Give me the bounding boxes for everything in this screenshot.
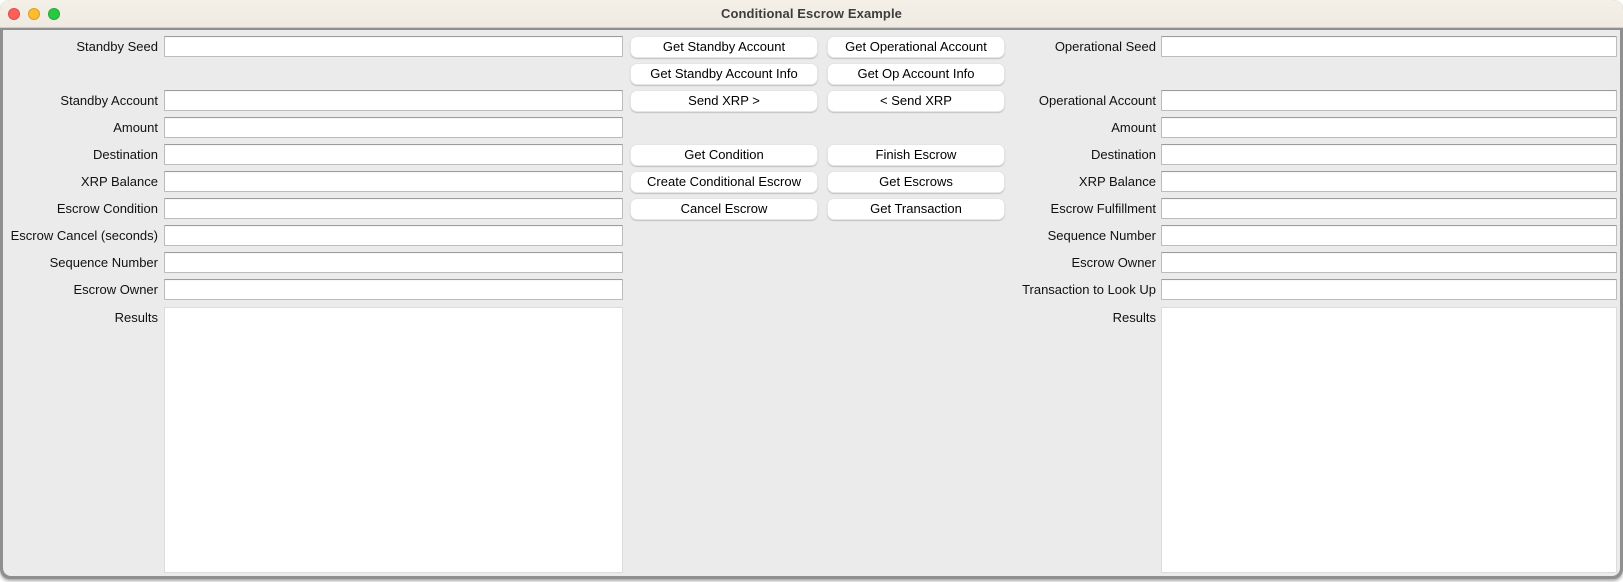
- standby-amount-input[interactable]: [164, 117, 623, 138]
- operational-escrow-owner-label: Escrow Owner: [1071, 255, 1156, 270]
- escrow-condition-input[interactable]: [164, 198, 623, 219]
- close-button[interactable]: [8, 8, 20, 20]
- standby-destination-label: Destination: [92, 147, 158, 162]
- standby-results-label: Results: [114, 310, 158, 325]
- operational-escrow-owner-input[interactable]: [1161, 252, 1617, 273]
- operational-destination-input[interactable]: [1161, 144, 1617, 165]
- form-area: [3, 30, 1620, 576]
- standby-xrp-balance-input[interactable]: [164, 171, 623, 192]
- standby-account-label: Standby Account: [60, 93, 158, 108]
- standby-sequence-number-label: Sequence Number: [49, 255, 158, 270]
- finish-escrow-button[interactable]: Finish Escrow: [827, 144, 1005, 166]
- minimize-button[interactable]: [28, 8, 40, 20]
- escrow-condition-label: Escrow Condition: [56, 201, 158, 216]
- operational-sequence-number-label: Sequence Number: [1047, 228, 1156, 243]
- title-bar[interactable]: [0, 0, 1623, 28]
- operational-seed-input[interactable]: [1161, 36, 1617, 57]
- cancel-escrow-button[interactable]: Cancel Escrow: [630, 198, 818, 220]
- window-title: Conditional Escrow Example: [720, 6, 903, 21]
- operational-results-label: Results: [1112, 310, 1156, 325]
- standby-results-textarea[interactable]: [164, 307, 623, 573]
- get-condition-button[interactable]: Get Condition: [630, 144, 818, 166]
- standby-escrow-owner-input[interactable]: [164, 279, 623, 300]
- operational-results-textarea[interactable]: [1161, 307, 1617, 573]
- get-op-account-info-button[interactable]: Get Op Account Info: [827, 63, 1005, 85]
- standby-seed-input[interactable]: [164, 36, 623, 57]
- operational-account-label: Operational Account: [1038, 93, 1156, 108]
- escrow-cancel-seconds-label: Escrow Cancel (seconds): [10, 228, 158, 243]
- get-escrows-button[interactable]: Get Escrows: [827, 171, 1005, 193]
- send-xrp-left-button[interactable]: < Send XRP: [827, 90, 1005, 112]
- transaction-to-look-up-input[interactable]: [1161, 279, 1617, 300]
- operational-destination-label: Destination: [1090, 147, 1156, 162]
- escrow-fulfillment-input[interactable]: [1161, 198, 1617, 219]
- standby-account-input[interactable]: [164, 90, 623, 111]
- standby-amount-label: Amount: [113, 120, 158, 135]
- standby-xrp-balance-label: XRP Balance: [80, 174, 158, 189]
- operational-account-input[interactable]: [1161, 90, 1617, 111]
- send-xrp-right-button[interactable]: Send XRP >: [630, 90, 818, 112]
- get-transaction-button[interactable]: Get Transaction: [827, 198, 1005, 220]
- standby-sequence-number-input[interactable]: [164, 252, 623, 273]
- operational-seed-label: Operational Seed: [1054, 39, 1156, 54]
- standby-escrow-owner-label: Escrow Owner: [73, 282, 158, 297]
- operational-amount-input[interactable]: [1161, 117, 1617, 138]
- standby-destination-input[interactable]: [164, 144, 623, 165]
- create-conditional-escrow-button[interactable]: Create Conditional Escrow: [630, 171, 818, 193]
- standby-seed-label: Standby Seed: [76, 39, 158, 54]
- operational-sequence-number-input[interactable]: [1161, 225, 1617, 246]
- traffic-lights: [8, 8, 60, 20]
- transaction-to-look-up-label: Transaction to Look Up: [1022, 282, 1156, 297]
- get-standby-account-info-button[interactable]: Get Standby Account Info: [630, 63, 818, 85]
- get-standby-account-button[interactable]: Get Standby Account: [630, 36, 818, 58]
- operational-amount-label: Amount: [1111, 120, 1156, 135]
- escrow-fulfillment-label: Escrow Fulfillment: [1050, 201, 1156, 216]
- get-operational-account-button[interactable]: Get Operational Account: [827, 36, 1005, 58]
- zoom-button[interactable]: [48, 8, 60, 20]
- operational-xrp-balance-input[interactable]: [1161, 171, 1617, 192]
- escrow-cancel-seconds-input[interactable]: [164, 225, 623, 246]
- operational-xrp-balance-label: XRP Balance: [1078, 174, 1156, 189]
